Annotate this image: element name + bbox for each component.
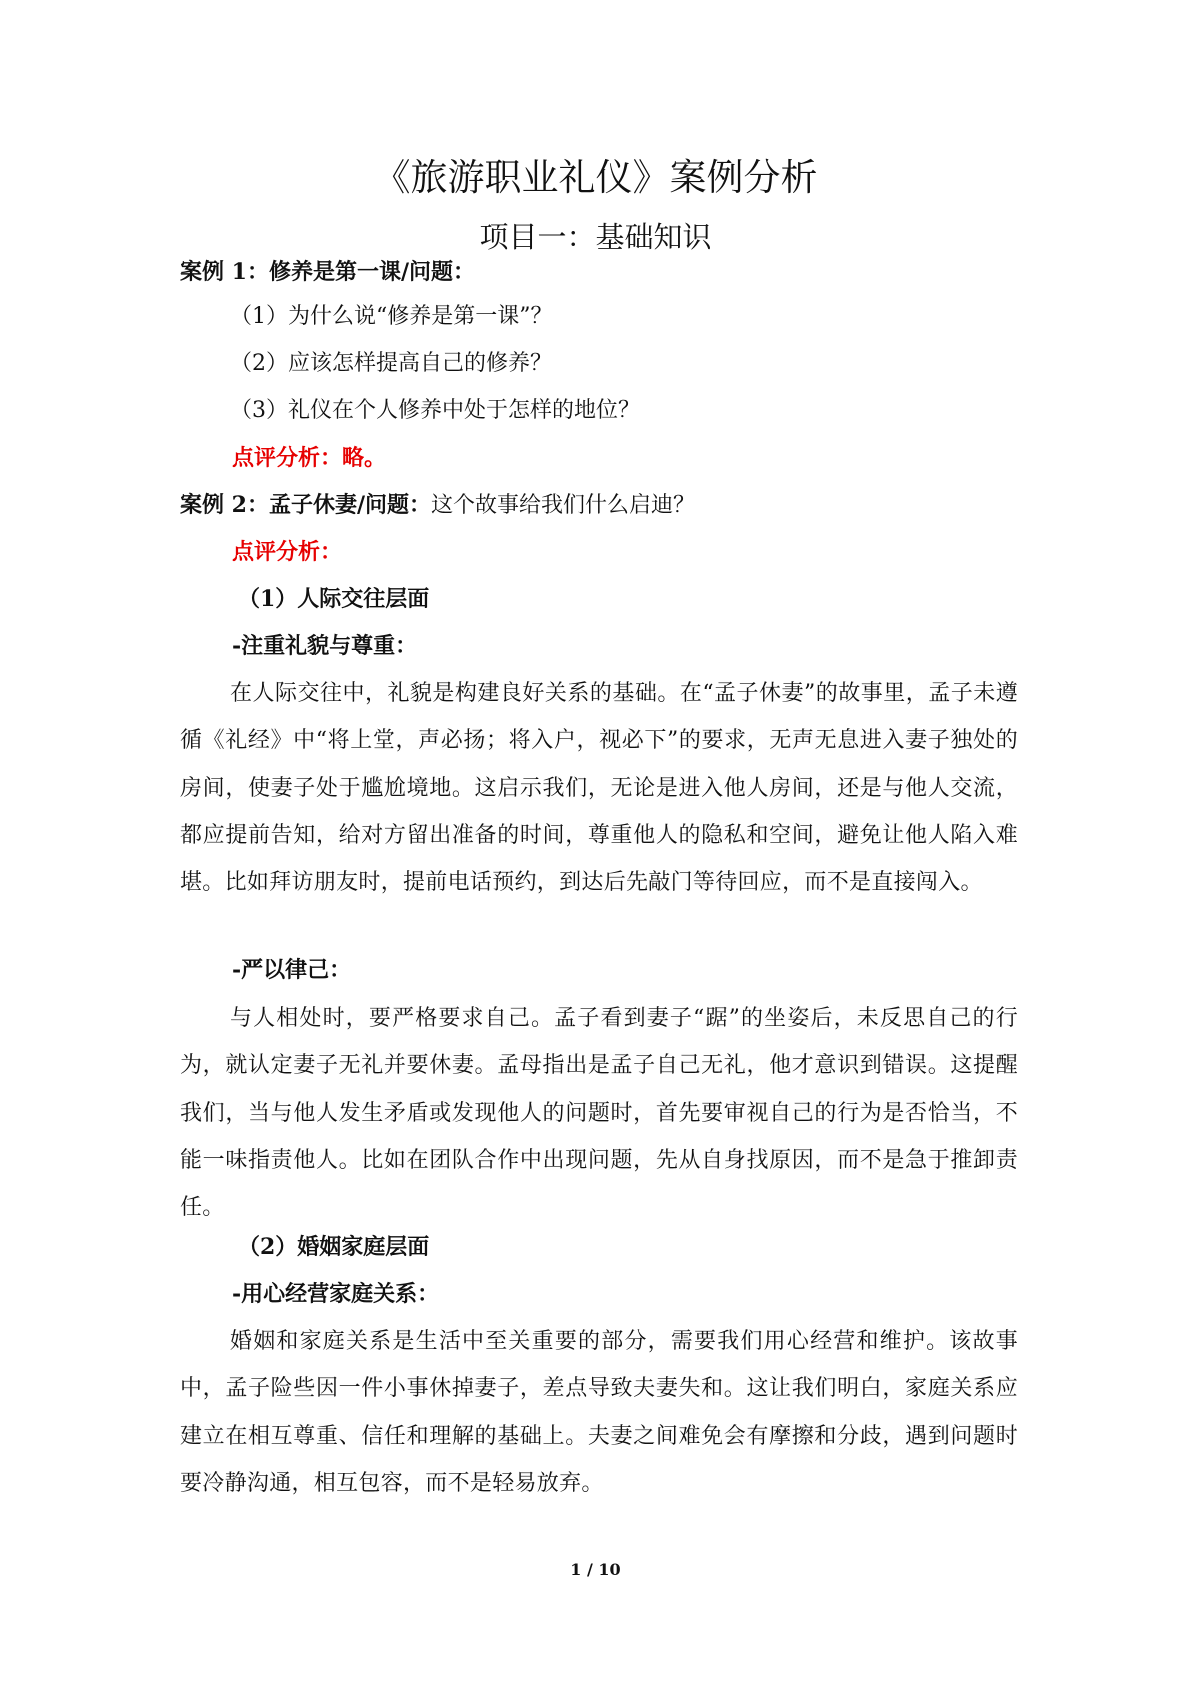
case2-heading: 案例 2：孟子休妻/问题： xyxy=(180,492,432,518)
case2-review: 点评分析： xyxy=(232,539,343,565)
case1-heading: 案例 1：修养是第一课/问题： xyxy=(180,259,476,285)
document-title: 《旅游职业礼仪》案例分析 xyxy=(373,156,818,199)
paragraph-1: 在人际交往中，礼貌是构建良好关系的基础。在“孟子休妻”的故事里，孟子未遵循《礼经》中“将上堂，声必扬；将入户，视必下”的要求，无声无息进入妻子独处的房间，使妻子处于尴尬境地。这启示我们，无论是进入他人房间，还是与他人交流，都应提前告知，给对方留出准备的时间，尊重他人的隐私和空间，避免让他人陷入难堪。比如拜访朋友时，提前电话预约，到达后先敲门等待回应，而不是直接闯入。 xyxy=(180,681,1018,896)
case2-question: 这个故事给我们什么启迪？ xyxy=(431,493,696,518)
case1-review: 点评分析：略。 xyxy=(232,445,387,471)
paragraph-2: 与人相处时，要严格要求自己。孟子看到妻子“踞”的坐姿后，未反思自己的行为，就认定妻子无礼并要休妻。孟母指出是孟子自己无礼，他才意识到错误。这提醒我们，当与他人发生矛盾或发现他人的问题时，首先要审视自己的行为是否恰当，不能一味指责他人。比如在团队合作中出现问题，先从自身找原因，而不是急于推卸责任。 xyxy=(180,1006,1018,1221)
case1-question-3: （3）礼仪在个人修养中处于怎样的地位？ xyxy=(230,398,640,423)
point-heading-3: -用心经营家庭关系： xyxy=(232,1281,440,1307)
section-heading-1: （1）人际交往层面 xyxy=(238,586,430,612)
section-heading-2: （2）婚姻家庭层面 xyxy=(238,1234,430,1260)
page-number: 1 / 10 xyxy=(570,1560,621,1579)
document-subtitle: 项目一：基础知识 xyxy=(479,220,712,254)
point-heading-1: -注重礼貌与尊重： xyxy=(232,633,418,659)
point-heading-2: -严以律己： xyxy=(232,957,352,983)
paragraph-3: 婚姻和家庭关系是生活中至关重要的部分，需要我们用心经营和维护。该故事中，孟子险些因一件小事休掉妻子，差点导致夫妻失和。这让我们明白，家庭关系应建立在相互尊重、信任和理解的基础上。夫妻之间难免会有摩擦和分歧，遇到问题时要冷静沟通，相互包容，而不是轻易放弃。 xyxy=(180,1329,1018,1496)
case1-question-2: （2）应该怎样提高自己的修养？ xyxy=(230,351,552,376)
case1-question-1: （1）为什么说“修养是第一课”？ xyxy=(230,304,553,329)
case2-heading-line xyxy=(180,490,695,521)
